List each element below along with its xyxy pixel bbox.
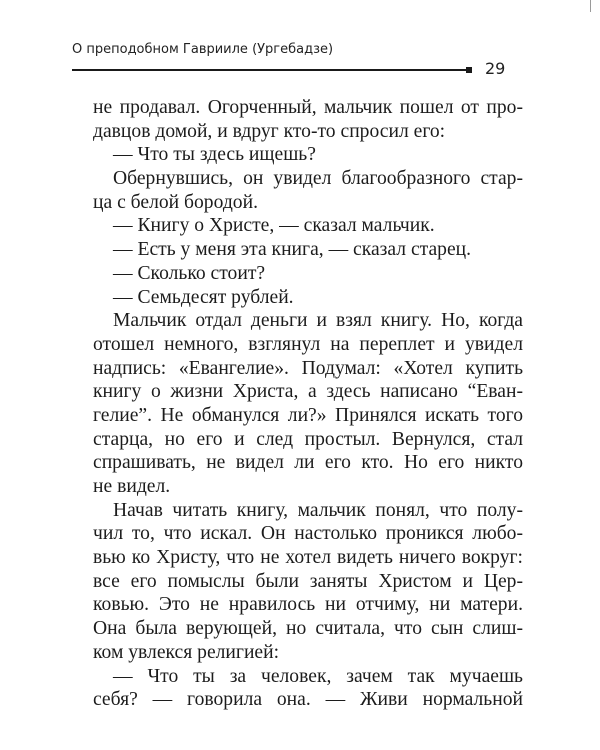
text-line: — Что ты за человек, зачем так мучаешь — [113, 665, 523, 687]
text-line: отошел немного, взглянул на переплет и увидел — [93, 333, 523, 355]
text-line: ком увлекся религией: — [93, 641, 280, 663]
text-line: чил то, что искал. Он настолько проникся любо- — [93, 523, 523, 545]
text-line: ковью. Это не нравилось ни отчиму, ни матери. — [93, 594, 523, 616]
text-line: Начав читать книгу, мальчик понял, что полу- — [113, 499, 523, 521]
text-line: — Что ты здесь ищешь? — [113, 144, 316, 166]
text-line: — Есть у меня эта книга, — сказал старец. — [113, 239, 472, 261]
running-title: О преподобном Гаврииле (Ургебадзе) — [72, 42, 334, 57]
text-line: не продавал. Огорченный, мальчик пошел от про- — [93, 97, 523, 118]
text-line: надпись: «Евангелие». Подумал: «Хотел купить — [93, 357, 523, 379]
page-edge-mark — [590, 0, 591, 12]
text-line: Обернувшись, он увидел благообразного стар- — [113, 168, 523, 190]
text-line: Мальчик отдал деньги и взял книгу. Но, когда — [113, 310, 523, 332]
text-line: гелие”. Не обманулся ли?» Принялся искать того — [93, 404, 523, 426]
text-line: старца, но его и след простыл. Вернулся, стал — [93, 428, 523, 450]
text-line: книгу о жизни Христа, а здесь написано “Еван- — [93, 381, 523, 403]
text-line: Она была верующей, но считала, что сын слиш- — [93, 618, 523, 640]
text-line: давцов домой, и вдруг кто-то спросил его: — [93, 120, 446, 142]
text-line: все его помыслы были заняты Христом и Цер- — [93, 570, 523, 592]
text-line: — Семьдесят рублей. — [113, 286, 294, 308]
text-line: ца с белой бородой. — [93, 191, 258, 213]
header-rule-square — [466, 67, 472, 73]
body-text — [93, 96, 523, 712]
text-line: вью ко Христу, что не хотел видеть ничего вокруг: — [93, 547, 523, 569]
text-line: спрашивать, не видел ли его кто. Но его никто — [93, 452, 523, 474]
text-line: — Сколько стоит? — [113, 262, 266, 284]
header-rule — [72, 69, 468, 71]
text-line: себя? — говорила она. — Живи нормальной — [93, 689, 523, 711]
text-line: — Книгу о Христе, — сказал мальчик. — [113, 215, 435, 237]
text-line: не видел. — [93, 476, 171, 497]
page-number: 29 — [485, 59, 506, 78]
